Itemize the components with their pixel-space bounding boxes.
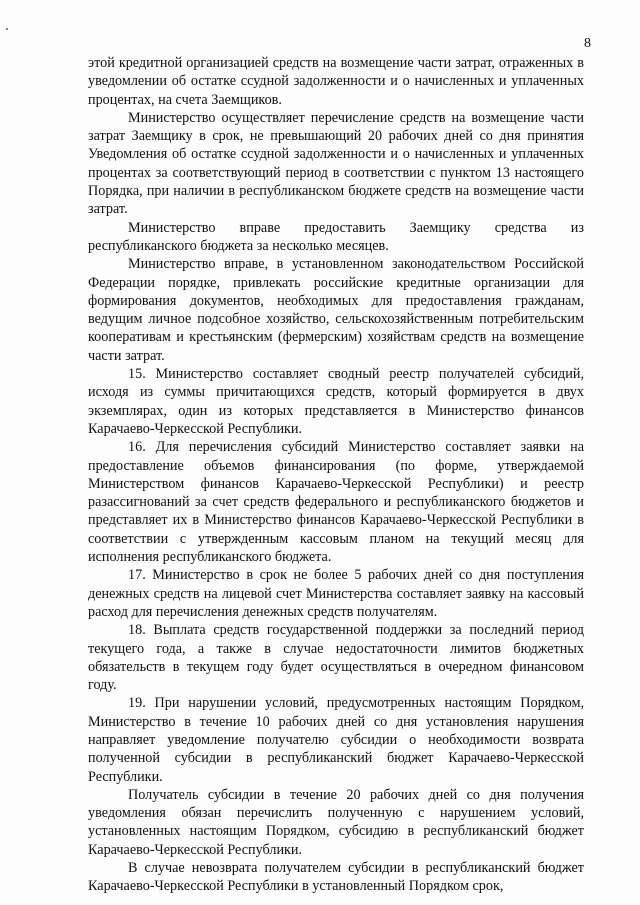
paragraph: 17. Министерство в срок не более 5 рабочих дней со дня поступления денежных средств на лицевой счет Министерства составляет заявку на кассовый расход для перечисления денежных средств получателям.	[88, 567, 584, 620]
paragraph: этой кредитной организацией средств на возмещение части затрат, отраженных в уведомлении об остатке ссудной задолженности и о начисленных и уплаченных процентах, на счета Заемщиков.	[88, 55, 584, 108]
paragraph: 15. Министерство составляет сводный реестр получателей субсидий, исходя из суммы причитающихся средств, который формируется в двух экземплярах, один из которых представляется в Министерство финансов Карачаево-Черкесской Республики.	[88, 366, 584, 437]
paragraph: Министерство вправе, в установленном законодательством Российской Федерации порядке, привлекать российские кредитные организации для формирования документов, необходимых для предоставления гражданам, ведущим личное подсобное хозяйство, сельскохозяйственным потребительским кооперативам и крестьянским (фермерским) хозяйствам средств на возмещение части затрат.	[88, 256, 584, 364]
paragraph: В случае невозврата получателем субсидии в республиканский бюджет Карачаево-Черкесской Республики в установленный Порядком срок,	[88, 860, 584, 895]
paragraph: Министерство осуществляет перечисление средств на возмещение части затрат Заемщику в срок, не превышающий 20 рабочих дней со дня принятия Уведомления об остатке ссудной задолженности и о начисленных и уплаченных процентах за соответствующий период в соответствии с пунктом 13 настоящего Порядка, при наличии в республиканском бюджете средств на возмещение части затрат.	[88, 109, 584, 218]
paragraph: Министерство вправе предоставить Заемщику средства из республиканского бюджета за несколько месяцев.	[88, 219, 584, 254]
document-body	[88, 54, 584, 896]
page-number: 8	[584, 36, 591, 51]
paragraph: Получатель субсидии в течение 20 рабочих дней со дня получения уведомления обязан перечислить полученную с нарушением условий, установленных настоящим Порядком, субсидию в республиканский бюджет Карачаево-Черкесской Республики.	[88, 786, 584, 858]
paragraph: 19. При нарушении условий, предусмотренных настоящим Порядком, Министерство в течение 10 рабочих дней со дня установления нарушения направляет уведомление получателю субсидии о необходимости возврата полученной субсидии в республиканский бюджет Карачаево-Черкесской Республики.	[88, 695, 584, 785]
paragraph: 18. Выплата средств государственной поддержки за последний период текущего года, а также в случае недостаточности лимитов бюджетных обязательств в текущем году будет осуществляться в очередном финансовом году.	[88, 622, 584, 694]
paragraph: 16. Для перечисления субсидий Министерство составляет заявки на предоставление объемов финансирования (по форме, утверждаемой Министерством финансов Карачаево-Черкесской Республики) и реестр разассигнований за счет средств федерального и республиканского бюджетов и представляет их в Министерство финансов Карачаево-Черкесской Республики в соответствии с утвержденным кассовым планом на текущий месяц для исполнения республиканского бюджета.	[88, 439, 584, 566]
scan-speck	[6, 28, 8, 30]
